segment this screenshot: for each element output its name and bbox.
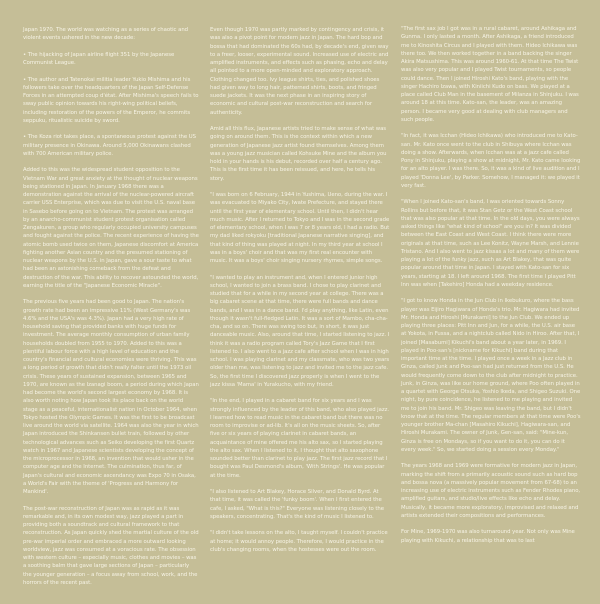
paragraph: Amid all this flux, Japanese artists tried to make sense of what was going on around them. This is the context within which a new generation of Japanese jazz artist found themselves. Among them was a young jazz musician called Kohsuke Mine and the album you hold in your hands is his debut, recorded over half a century ago. This is the first time it has been reissued, and here, he tells his story. — [210, 126, 387, 182]
paragraph: • The Koza riot takes place, a spontaneous protest against the US military presence in Okinawa. Around 5,000 Okinawans clashed with 700 American military police. — [23, 134, 196, 157]
paragraph: Added to this was the widespread student opposition to the Vietnam War and great anxiety at the thought of nuclear weapons being stationed in Japan. In January 1968 there was a demonstration against the arrival of the nuclear-powered aircraft carrier USS Enterprise, which was due to visit the U.S. naval base in Sasebo before going on to Vietnam. The protest was arranged by an anarcho-communist student protest organisation called Zengakuren, a group who regularly occupied university campuses and fought against the police. The recent experience of having the atomic bomb used twice on them, Japanese discomfort at America fighting another Asian country and the presumed stationing of nuclear weapons by the U.S. in Japan, gave a sour taste to what had been an astonishing comeback from the defeat and destruction of the war. This ability to recover astounded the world, earning the title of the "Japanese Economic Miracle". — [23, 167, 199, 289]
paragraph: "I also listened to Art Blakey, Horace Silver, and Donald Byrd. At that time, it was called the 'funky boom'. When I first entered the cafe, I asked, "What is this?" Everyone was listening closely to the speakers, concentrating. That's the kind of music I listened to. — [210, 489, 384, 520]
paragraph: For Mine, 1969-1970 was also turnaround year. Not only was Mine playing with Kikuchi, a relationship that was to last — [401, 529, 575, 544]
paragraph: "In fact, it was Icchan (Hideo Ichikawa) who introduced me to Kato-san. Mr. Kato once went to the club in Shibuya where Icchan was doing a show. Afterwards, when Icchan was at a jazz cafe called Pony in Shinjuku, playing a show at midnight, Mr. Kato came looking for an alto player. I was there. So, it was a kind of live audition and I played 'Donna Lee', by Parker. Somehow, I managed it: we played it very fast. — [401, 133, 581, 189]
paragraph: "When I joined Kato-san's band, I was oriented towards Sonny Rollins but before that, it was Stan Getz or the West Coast school that was also popular at that time. In the old days, you were always asked things like "what kind of school" are you in? It was divided between the East Coast and West Coast. I think there were more originals at that time, such as Lee Konitz, Wayne Marsh, and Lennie Tristano. And I also went to jazz kissas a lot and many of them were playing a lot of the funky jazz, such as Art Blakey, that was quite popular around that time in Japan. I stayed with Kato-san for six years, starting at 18. I left around 1968. The first time I played Pitt Inn was when [Takehiro] Honda had a weekday residence. — [401, 199, 580, 288]
paragraph: "I didn't take lessons on the alto, I taught myself. I couldn't practice at home; it would annoy people. Therefore, I would practice in the club's changing rooms, when the hostesses were out the room. — [210, 530, 388, 553]
paragraph: The years 1968 and 1969 were formative for modern jazz in Japan, marking the shift from a primarily acoustic sound such as hard bop and bossa nova (a massively popular movement from 67-68) to an increasing use of electric instruments such as Fender Rhodes piano, amplified guitars, and studio/live effects like echo and delay. Musically, it became more exploratory, improvised and relaxed and artists extended their compositions and performances. — [401, 463, 581, 519]
paragraph: "The first sax job I got was in a rural cabaret, around Ashikaga and Gunma. I only lasted a month. After Ashikaga, a friend introduced me to Kinoshita Circus and I played with them. Hideo Ichikawa was there too. We then worked together in a band backing the singer Akira Matsushima. This was around 1960-61. At that time The Twist was also very popular and I played Twist tournaments, so people could dance. Then I joined Hiroshi Kato's band, playing with the singer Hachiro Izawa, with Kiniichi Kudo on bass. We played at a place called Club Man in the basement of Milanza in Shinjuku. I was around 18 at this time. Kato-san, the leader, was an amazing person. I became very good at dealing with club managers and such people. — [401, 26, 579, 123]
paragraph: • The author and Tatenokai militia leader Yukio Mishima and his followers take over the headquarters of the Japan Self-Defense Forces in an attempted coup d'état. After Mishima's speech fails to sway public opinion towards his right-wing political beliefs, including restoration of the powers of the Emperor, he commits seppuku, ritualistic suicide by sword. — [23, 76, 199, 124]
paragraph: "I got to know Honda in the Jun Club in Ikebukuro, where the bass player was Eijiro Hagiwara of Honda's trio. Mr. Hagiwara had invited Mr. Honda and Hiroshi [Murakami] to the Jun Club. We ended up playing three places: Pitt Inn and Jun, for a while, the U.S. air base at Yokota, in Fussa, and a nightclub called Nido in Hiroo. After that, I joined [Masabumi] Kikuchi's band about a year later, in 1969. I played in Poo-san's [nickname for Kikuchi] band during that important time at the time. I played once a week in a Jazz club in Ginza, called Junk and Poo-san had just returned from the U.S. He would frequently come down to the club after midnight to practice. Junk, in Ginza, was like our home ground, where Poo often played in a quartet with George Otsuka, Yoshio Ikeda, and Shigeo Suzuki. One night, by pure coincidence, he listened to me playing and invited me to join his band. Mr. Shigeo was leaving the band, but I didn't know that at the time. The regular members at that time were Poo's younger brother Ma-chan [Masahiro Kikuchi], Hagiwara-san, and Hiroshi Murakami. The owner of Junk, Gen-san, said: "Mine-kun, Ginza is free on Mondays, so if you want to do it, you can do it every week." So, we started doing a session every Monday." — [401, 298, 581, 453]
paragraph: "I wanted to play an instrument and, when I entered junior high school, I wanted to join a brass band. I chose to play clarinet and studied that for a while in my second year at college. There was a big cabaret scene at that time, there were full bands and dance bands, and I was in a dance band. I'd play anything, like Latin, even though it wasn't full-fledged Latin. It was a sort of Mambo, cha-cha-cha, and so on. There was swing too but, in short, it was just danceable music. Also, around that time, I started listening to jazz. I think it was a radio program called Tory's Jazz Game that I first listened to. I also went to a jazz cafe after school when I was in high school. I was playing clarinet and my classmate, who was two years older than me, was listening to jazz and invited me to the jazz cafe. So, the first time I discovered jazz properly is when I went to the jazz kissa 'Mama' in Yurakucho, with my friend. — [210, 274, 390, 388]
liner-notes-column-2 — [210, 26, 390, 562]
paragraph: "I was born on 6 February, 1944 in Yushima, Ueno, during the war. I was evacuated to Miyako City, Iwate Prefecture, and stayed there until the first year of elementary school. Until then, I didn't hear much music. After I returned to Tokyo and I was in the second grade of elementary school, when I was 7 or 8 years old, I had a radio. But my dad liked rokyoku [traditional Japanese narrative singing], and that kind of thing was played at night. In my third year at school I was in a boys' choir and that was my first real encounter with music. It was a boys' choir singing nursery rhymes, simple songs. — [210, 192, 390, 264]
paragraph: Even though 1970 was partly marked by contingency and crisis, it was also a pivot point for modern jazz in Japan. The hard bop and bossa that had dominated the 60s had, by decade's end, given way to a freer, looser, experimental sound. Increased use of electric and amplified instruments, and effects such as phasing, echo and delay all pointed to a more open-minded and exploratory approach. Clothing changed too. Ivy league shirts, ties, and polished shoes had given way to long hair, patterned shirts, boots, and fringed suede jackets. It was the next phase in an inspiring story of economic and cultural post-war reconstruction and search for authenticity. — [210, 27, 389, 116]
paragraph: • The hijacking of Japan airline flight 351 by the Japanese Communist League. — [23, 51, 175, 66]
paragraph: Japan 1970. The world was watching as a series of chaotic and violent events ushered in the new decade: — [23, 27, 188, 42]
paragraph: The post-war reconstruction of Japan was as rapid as it was remarkable and, in its own modest way, jazz played a part in providing both a soundtrack and cultural framework to that reconstruction. As Japan quickly shed the martial culture of the old pre-war imperial order and embraced a more outward looking worldview, jazz was consumed at a voracious rate. The obsession with western culture – especially music, clothes and movies – was a soothing balm that gave large sections of Japan – particularly the younger generation – a focus away from school, work, and the horrors of the recent past. — [23, 505, 199, 586]
liner-notes-column-3 — [401, 25, 581, 553]
liner-notes-column-1 — [23, 26, 199, 595]
paragraph: The previous five years had been good to Japan. The nation's growth rate had been an impressive 11% (West Germany's was 4.6% and the USA's was 4.3%). Japan had a very high rate of household saving that provided banks with huge funds for investment. The average monthly consumption of urban family households doubled from 1955 to 1970. Added to this was a plentiful labour force with a high level of education and the country's financial and cultural economies were thriving. This was a long period of growth that didn't really falter until the 1973 oil crisis. These years of sustained expansion, between 1965 and 1970, are known as the Izanagi boom, a period during which Japan had become the world's second largest economy by 1968. It is also worth noting how Japan took its place back on the world stage as a peaceful, internationalist nation in October 1964, when Tokyo hosted the Olympic Games. It was the first to be broadcast live around the world via satellite. 1964 was also the year in which Japan introduced the Shinkansen bullet train, followed by other technological advances such as Seiko developing the first Quartz watch in 1967 and Japanese scientists developing the concept of the microprocessor in 1968, an invention that would usher in the computer age and the Internet. The culmination, thus far, of Japan's cultural and economic ascendancy was Expo 70 in Osaka, a World's Fair with the theme of 'Progress and Harmony for Mankind'. — [23, 299, 199, 495]
paragraph: "In the end, I played in a cabaret band for six years and I was strongly influenced by the leader of this band, who also played jazz. I learned how to read music in the cabaret band but there was no room to improvise or ad-lib. It's all on the music sheets. So, after five or six years of playing clarinet in cabaret bands, an acquaintance of mine offered me his alto sax, so I started playing the alto sax. When I listened to it, I thought that alto saxophone sounded better than clarinet to play jazz. The first jazz record that I bought was Paul Desmond's album, 'With Strings'. He was popular at the time. — [210, 398, 390, 479]
